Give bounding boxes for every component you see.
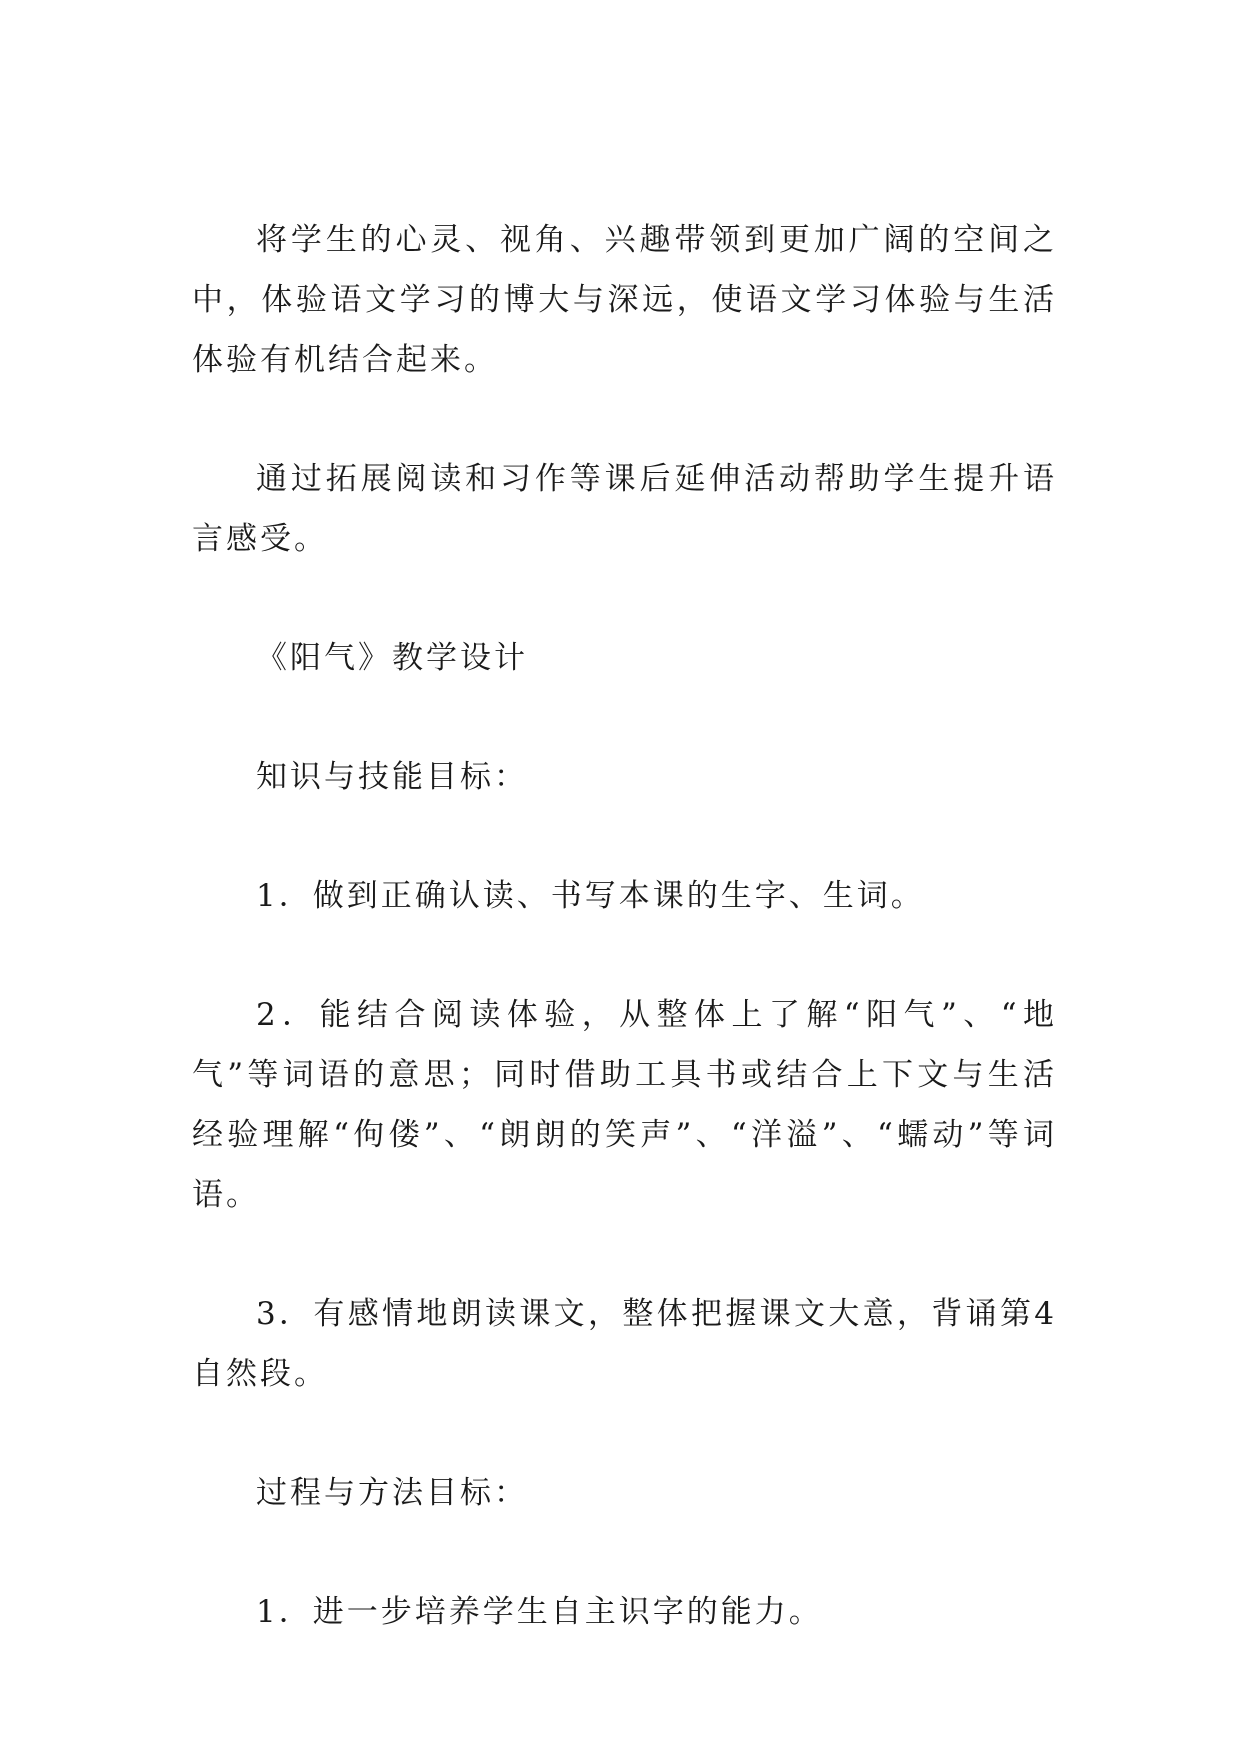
paragraph-extension-activity: 通过拓展阅读和习作等课后延伸活动帮助学生提升语言感受。 xyxy=(192,461,1057,557)
document-body xyxy=(192,210,1057,1701)
process-item-1: 1．进一步培养学生自主识字的能力。 xyxy=(256,1594,823,1630)
knowledge-item-3: 3．有感情地朗读课文，整体把握课文大意，背诵第4自然段。 xyxy=(192,1296,1057,1392)
knowledge-item-1: 1．做到正确认读、书写本课的生字、生词。 xyxy=(256,878,925,914)
process-method-heading: 过程与方法目标： xyxy=(256,1475,528,1511)
lesson-design-title: 《阳气》教学设计 xyxy=(256,640,528,676)
knowledge-item-2: 2．能结合阅读体验，从整体上了解“阳气”、“地气”等词语的意思；同时借助工具书或结合上下文与生活经验理解“佝偻”、“朗朗的笑声”、“洋溢”、“蠕动”等词语。 xyxy=(192,997,1057,1213)
paragraph-intro-goal: 将学生的心灵、视角、兴趣带领到更加广阔的空间之中，体验语文学习的博大与深远，使语文学习体验与生活体验有机结合起来。 xyxy=(192,222,1057,378)
knowledge-skill-heading: 知识与技能目标： xyxy=(256,759,528,795)
